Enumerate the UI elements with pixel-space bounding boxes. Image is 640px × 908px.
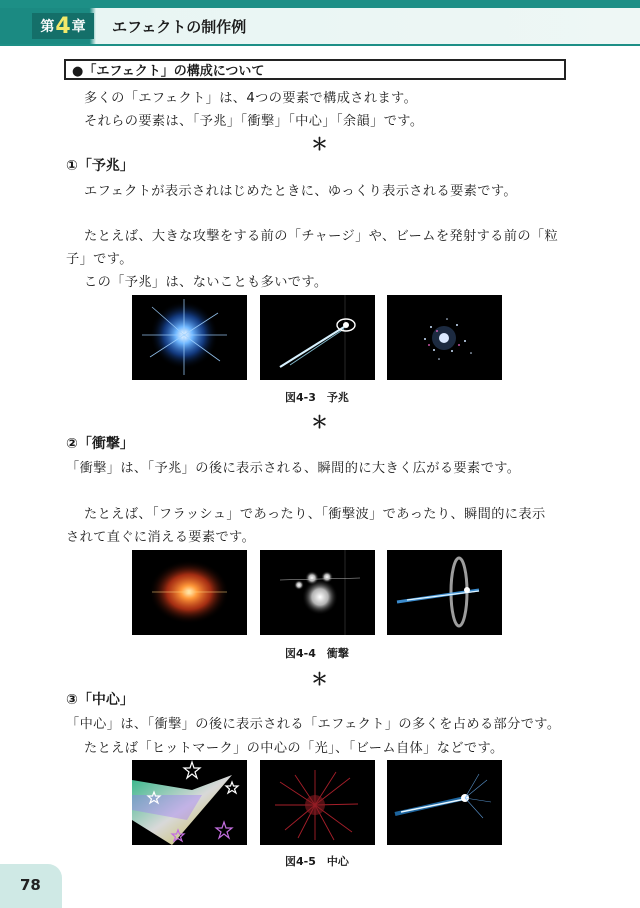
intro-line-2: それらの要素は、「予兆」「衝撃」「中心」「余韻」です。 — [84, 114, 424, 129]
chapter-number: 4 — [55, 13, 71, 39]
section1-line-2: たとえば、大きな攻撃をする前の「チャージ」や、ビームを発射する前の「粒 — [84, 229, 559, 244]
separator-star: ＊ — [311, 413, 328, 433]
page-number: 78 — [20, 876, 41, 894]
header-rule — [0, 44, 640, 46]
section3-line-1: 「中心」は、「衝撃」の後に表示される「エフェクト」の多くを占める部分です。 — [66, 717, 561, 732]
figure-beam-particle — [260, 295, 375, 380]
separator-star: ＊ — [311, 670, 328, 690]
chapter-suffix: 章 — [71, 19, 86, 35]
figure-red-spikes — [260, 760, 375, 845]
header-top-bar — [0, 0, 640, 8]
section2-line-3: されて直ぐに消える要素です。 — [66, 530, 256, 545]
separator-star: ＊ — [311, 135, 328, 155]
section2-line-1: 「衝撃」は、「予兆」の後に表示される、瞬間的に大きく広がる要素です。 — [66, 461, 521, 476]
section3-line-2: たとえば「ヒットマーク」の中心の「光」、「ビーム自体」などです。 — [84, 741, 504, 756]
figure-white-flash — [260, 550, 375, 635]
figure-caption-4-4: 図4-4 衝撃 — [285, 647, 349, 660]
section-heading-shogeki: ②「衝撃」 — [66, 436, 134, 452]
chapter-prefix: 第 — [40, 19, 55, 35]
figure-hitmark-stars — [132, 760, 247, 845]
chapter-title: エフェクトの制作例 — [112, 18, 247, 36]
figure-beam-body — [387, 760, 502, 845]
section2-line-2: たとえば、「フラッシュ」であったり、「衝撃波」であったり、瞬間的に表示 — [84, 507, 546, 522]
intro-line-1: 多くの「エフェクト」は、4つの要素で構成されます。 — [84, 91, 418, 106]
section-heading-yocho: ①「予兆」 — [66, 158, 134, 174]
chapter-badge — [32, 13, 94, 39]
figure-blue-charge — [132, 295, 247, 380]
section1-line-1: エフェクトが表示されはじめたときに、ゆっくり表示される要素です。 — [84, 184, 517, 199]
section-box-title: ●「エフェクト」の構成について — [64, 59, 566, 80]
figure-sparkle-particles — [387, 295, 502, 380]
figure-caption-4-5: 図4-5 中心 — [285, 855, 349, 868]
figure-shockwave-ring — [387, 550, 502, 635]
section1-line-4: この「予兆」は、ないことも多いです。 — [84, 275, 328, 290]
header-band — [0, 8, 640, 44]
figure-red-flash — [132, 550, 247, 635]
section-heading-chushin: ③「中心」 — [66, 692, 134, 708]
section1-line-3: 子」です。 — [66, 252, 133, 267]
figure-caption-4-3: 図4-3 予兆 — [285, 391, 349, 404]
